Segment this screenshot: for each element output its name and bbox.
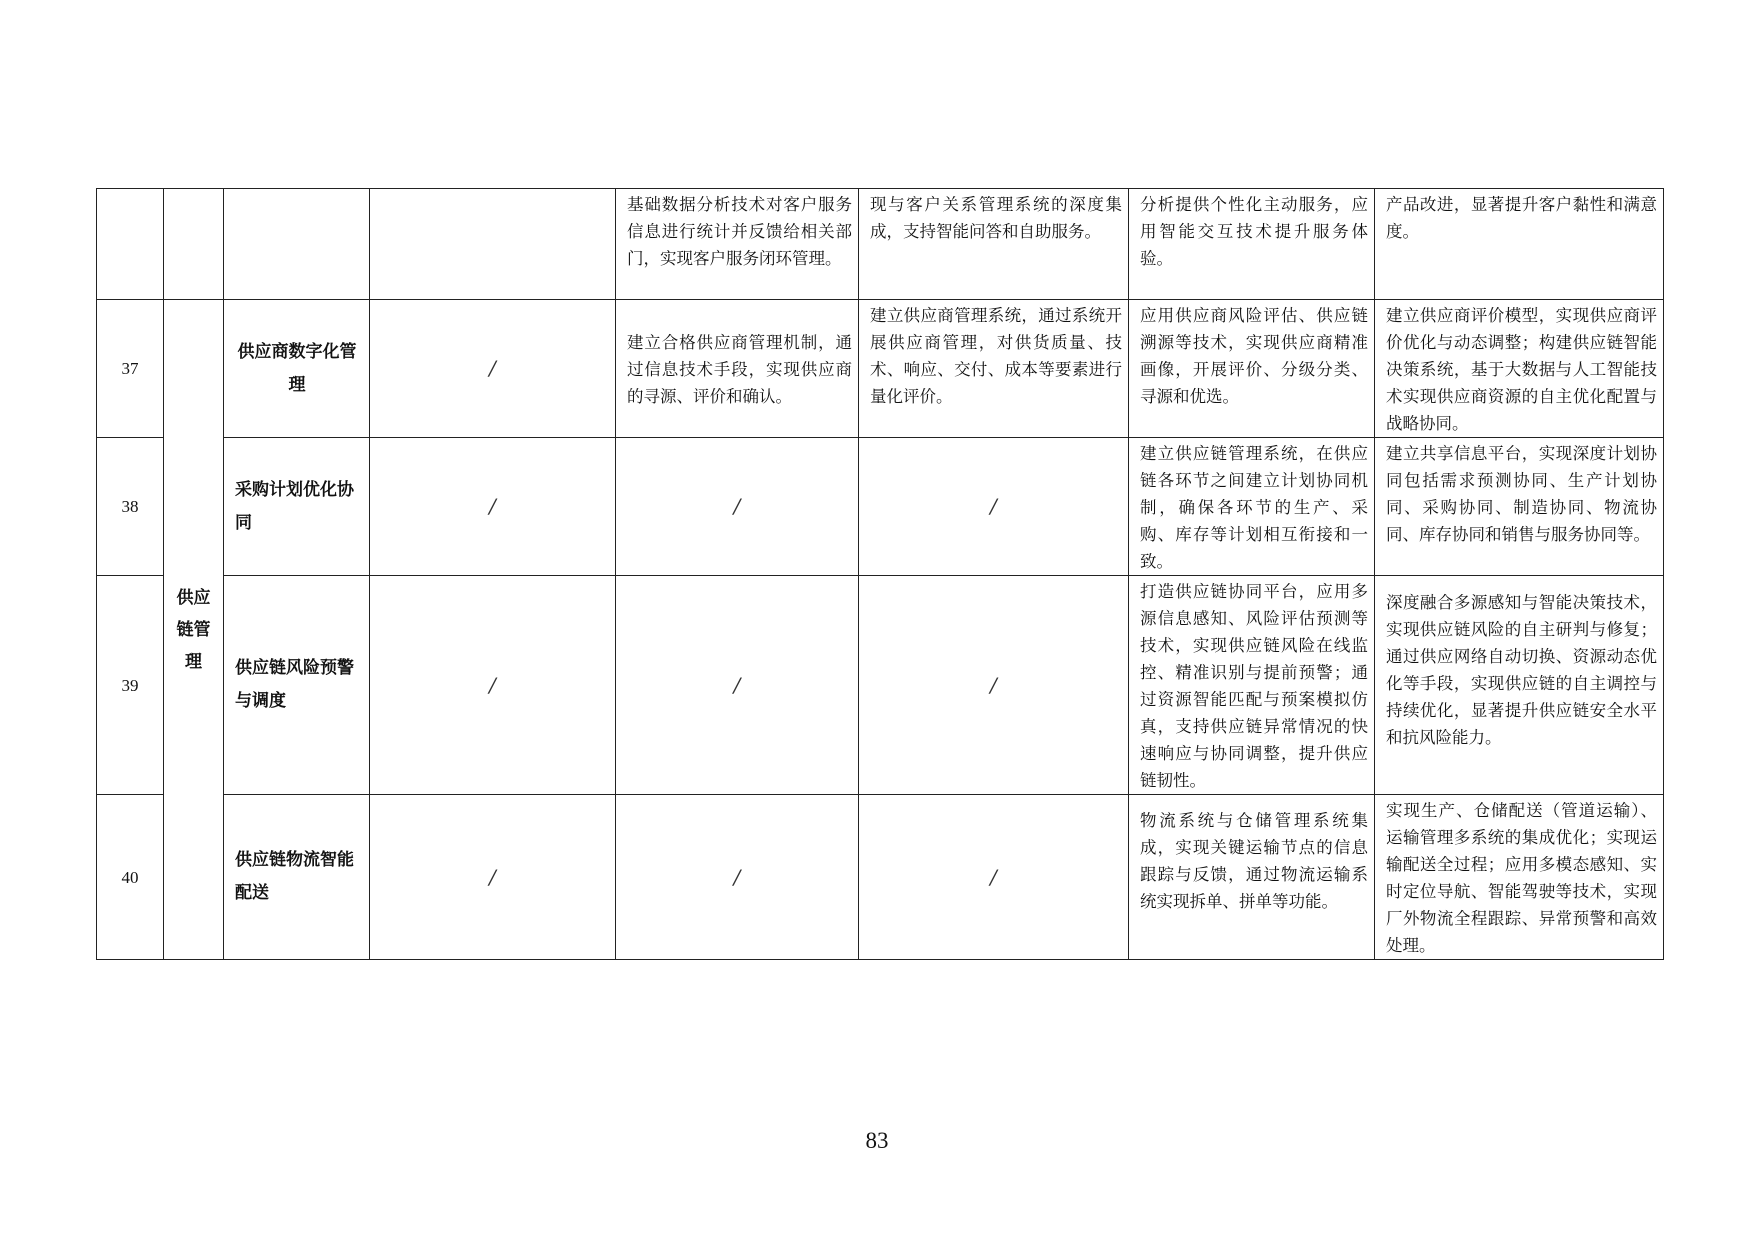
row-number: 37 [97,300,164,438]
item-name: 供应商数字化管理 [224,300,370,438]
category-label [164,300,224,960]
level-5-cell: 建立共享信息平台，实现深度计划协同包括需求预测协同、生产计划协同、采购协同、制造协同、物流协同、库存协同和销售与服务协同等。 [1375,438,1664,576]
level-3-cell: / [859,795,1129,960]
level-1-cell: / [370,576,616,795]
level-2-cell: / [616,438,859,576]
level-5-cell: 实现生产、仓储配送（管道运输）、运输管理多系统的集成优化；实现运输配送全过程；应用多模态感知、实时定位导航、智能驾驶等技术，实现厂外物流全程跟踪、异常预警和高效处理。 [1375,795,1664,960]
category-cell [164,189,224,300]
level-5-cell: 建立供应商评价模型，实现供应商评价优化与动态调整；构建供应链智能决策系统，基于大数据与人工智能技术实现供应商资源的自主优化配置与战略协同。 [1375,300,1664,438]
category-line: 链管 [176,619,211,640]
level-1-cell: / [370,300,616,438]
level-1-cell: / [370,438,616,576]
level-3-cell: / [859,438,1129,576]
item-name: 供应链风险预警与调度 [224,576,370,795]
item-name: 供应链物流智能配送 [224,795,370,960]
table-row [97,438,1664,576]
level-2-cell: / [616,576,859,795]
table-row [97,189,1664,300]
level-2-cell: 建立合格供应商管理机制，通过信息技术手段，实现供应商的寻源、评价和确认。 [616,300,859,438]
row-number: 38 [97,438,164,576]
level-4-cell: 应用供应商风险评估、供应链溯源等技术，实现供应商精准画像，开展评价、分级分类、寻源和优选。 [1129,300,1375,438]
page-number: 83 [865,1128,889,1153]
level-4-cell: 物流系统与仓储管理系统集成，实现关键运输节点的信息跟踪与反馈，通过物流运输系统实现拆单、拼单等功能。 [1129,795,1375,960]
level-5-cell: 深度融合多源感知与智能决策技术，实现供应链风险的自主研判与修复；通过供应网络自动切换、资源动态优化等手段，实现供应链的自主调控与持续优化，显著提升供应链安全水平和抗风险能力。 [1375,576,1664,795]
row-number: 40 [97,795,164,960]
row-number [97,189,164,300]
level-3-cell: 建立供应商管理系统，通过系统开展供应商管理，对供货质量、技术、响应、交付、成本等要素进行量化评价。 [859,300,1129,438]
level-4-cell: 打造供应链协同平台，应用多源信息感知、风险评估预测等技术，实现供应链风险在线监控、精准识别与提前预警；通过资源智能匹配与预案模拟仿真，支持供应链异常情况的快速响应与协同调整，提升供应链韧性。 [1129,576,1375,795]
level-1-cell [370,189,616,300]
category-line: 理 [185,651,202,672]
item-name: 采购计划优化协同 [224,438,370,576]
level-3-cell: 现与客户关系管理系统的深度集成，支持智能问答和自助服务。 [859,189,1129,300]
level-5-cell: 产品改进，显著提升客户黏性和满意度。 [1375,189,1664,300]
category-line: 供应 [176,587,211,608]
level-4-cell: 分析提供个性化主动服务，应用智能交互技术提升服务体验。 [1129,189,1375,300]
level-1-cell: / [370,795,616,960]
level-3-cell: / [859,576,1129,795]
level-4-cell: 建立供应链管理系统，在供应链各环节之间建立计划协同机制，确保各环节的生产、采购、库存等计划相互衔接和一致。 [1129,438,1375,576]
level-2-cell: / [616,795,859,960]
row-number: 39 [97,576,164,795]
table-row [97,795,1664,960]
capability-table [96,188,1664,960]
level-2-cell: 基础数据分析技术对客户服务信息进行统计并反馈给相关部门，实现客户服务闭环管理。 [616,189,859,300]
table-row [97,576,1664,795]
table-row [97,300,1664,438]
item-name [224,189,370,300]
